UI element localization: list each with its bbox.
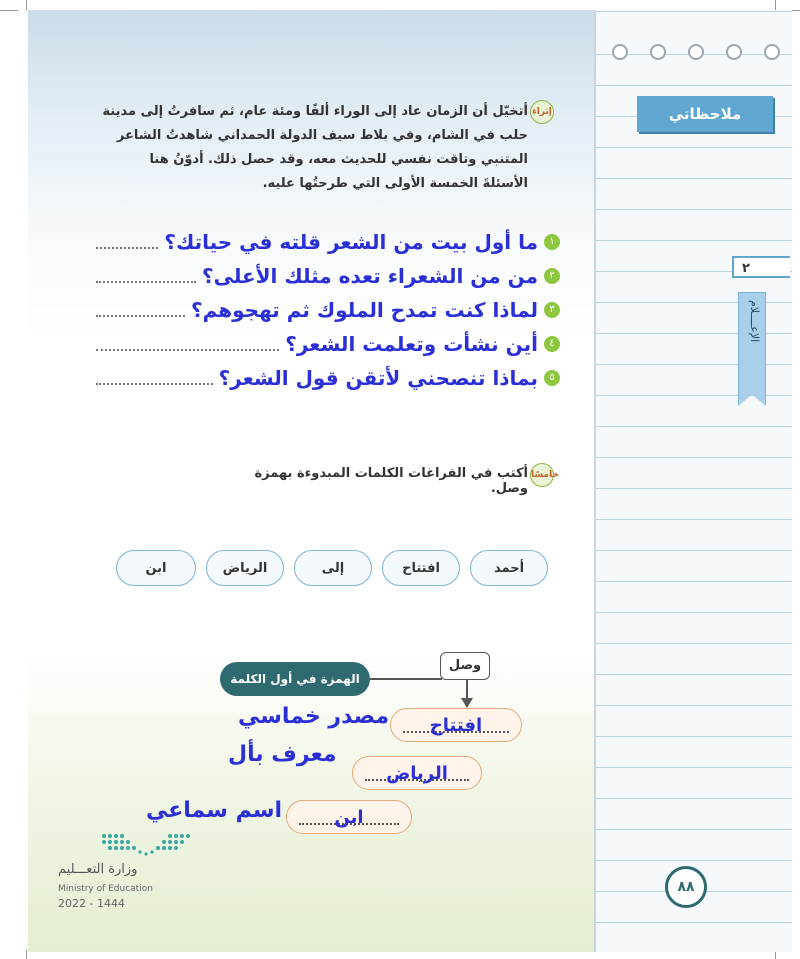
binder-hole-icon [688, 44, 704, 60]
word-bank-item: افتتاح [382, 550, 460, 586]
question-line[interactable] [96, 296, 560, 324]
word-bank-item: إلى [294, 550, 372, 586]
binder-hole-icon [726, 44, 742, 60]
dotted-line [96, 246, 158, 249]
handwritten-answer: ابن [334, 806, 364, 828]
answer-blank[interactable] [390, 708, 522, 742]
hamza-type-label: وصل [440, 652, 490, 680]
word-bank-item: الرياض [206, 550, 284, 586]
question-number: ٤ [544, 336, 560, 352]
word-bank-item: أحمد [470, 550, 548, 586]
question-answer-text: لماذا كنت تمدح الملوك ثم تهجوهم؟ [190, 298, 538, 322]
activity-badge-icon: إثراء [530, 100, 554, 124]
arrow-down-icon [461, 698, 473, 708]
binder-hole-icon [612, 44, 628, 60]
hamza-position-label: الهمزة في أول الكلمة [220, 662, 370, 696]
answer-blank[interactable] [286, 800, 412, 834]
question-answer-text: ما أول بيت من الشعر قلته في حياتك؟ [164, 230, 538, 254]
binder-hole-icon [764, 44, 780, 60]
handwritten-answer: الرياض [386, 762, 448, 784]
dotted-line [96, 348, 279, 351]
ministry-year: 2022 - 1444 [58, 897, 125, 910]
question-answer-text: أين نشأت وتعلمت الشعر؟ [285, 332, 538, 356]
handwritten-note: اسم سماعي [146, 798, 283, 823]
handwritten-note: مصدر خماسي [238, 704, 390, 729]
binder-holes [612, 44, 792, 64]
unit-number: ٢ [732, 256, 790, 278]
dotted-line [96, 314, 185, 317]
question-number: ١ [544, 234, 560, 250]
page-number: ٨٨ [665, 866, 707, 908]
crop-mark [26, 0, 27, 10]
question-number: ٣ [544, 302, 560, 318]
question-line[interactable] [96, 364, 560, 392]
question-answer-text: بماذا تنصحني لأتقن قول الشعر؟ [218, 366, 538, 390]
question-line[interactable] [96, 330, 560, 358]
ministry-name-ar: وزارة التعـــليم [58, 862, 138, 877]
question-number: ٢ [544, 268, 560, 284]
activity-badge-icon: خامسًا [530, 463, 554, 487]
question-line[interactable] [96, 262, 560, 290]
unit-ribbon-text: الإعــــلام [748, 300, 761, 343]
activity-intro-text: أتخيّل أن الزمان عاد إلى الوراء ألفًا ومئة عام، ثم سافرتُ إلى مدينة حلب في الشام، وفي بلاط سيف الدولة الحمداني شاهدتُ الشاعر المتنبي وتاقت نفسي للحديث معه، وقد حصل ذلك. أدوّنُ هنا الأسئلةَ الخمسة الأولى التي طرحتُها عليه. [102, 104, 528, 191]
handwritten-note: معرف بأل [228, 742, 337, 767]
notes-sidebar [594, 10, 792, 952]
ministry-logo-icon [100, 830, 192, 860]
question-number: ٥ [544, 370, 560, 386]
dotted-line [96, 280, 196, 283]
handwritten-answer: افتتاح [429, 714, 483, 736]
answer-blank[interactable] [352, 756, 482, 790]
binder-hole-icon [650, 44, 666, 60]
notes-title: ملاحظاتي [637, 96, 773, 132]
crop-mark [26, 950, 27, 959]
crop-mark [775, 0, 776, 10]
activity-instruction: أكتب في الفراغات الكلمات المبدوءة بهمزة وصل. [254, 466, 528, 496]
ministry-name-en: Ministry of Education [58, 884, 153, 894]
question-line[interactable] [96, 228, 560, 256]
word-bank-item: ابن [116, 550, 196, 586]
question-answer-text: من من الشعراء تعده مثلك الأعلى؟ [201, 264, 538, 288]
crop-mark [0, 10, 18, 11]
dotted-line [96, 382, 213, 385]
connector-line [370, 678, 442, 680]
